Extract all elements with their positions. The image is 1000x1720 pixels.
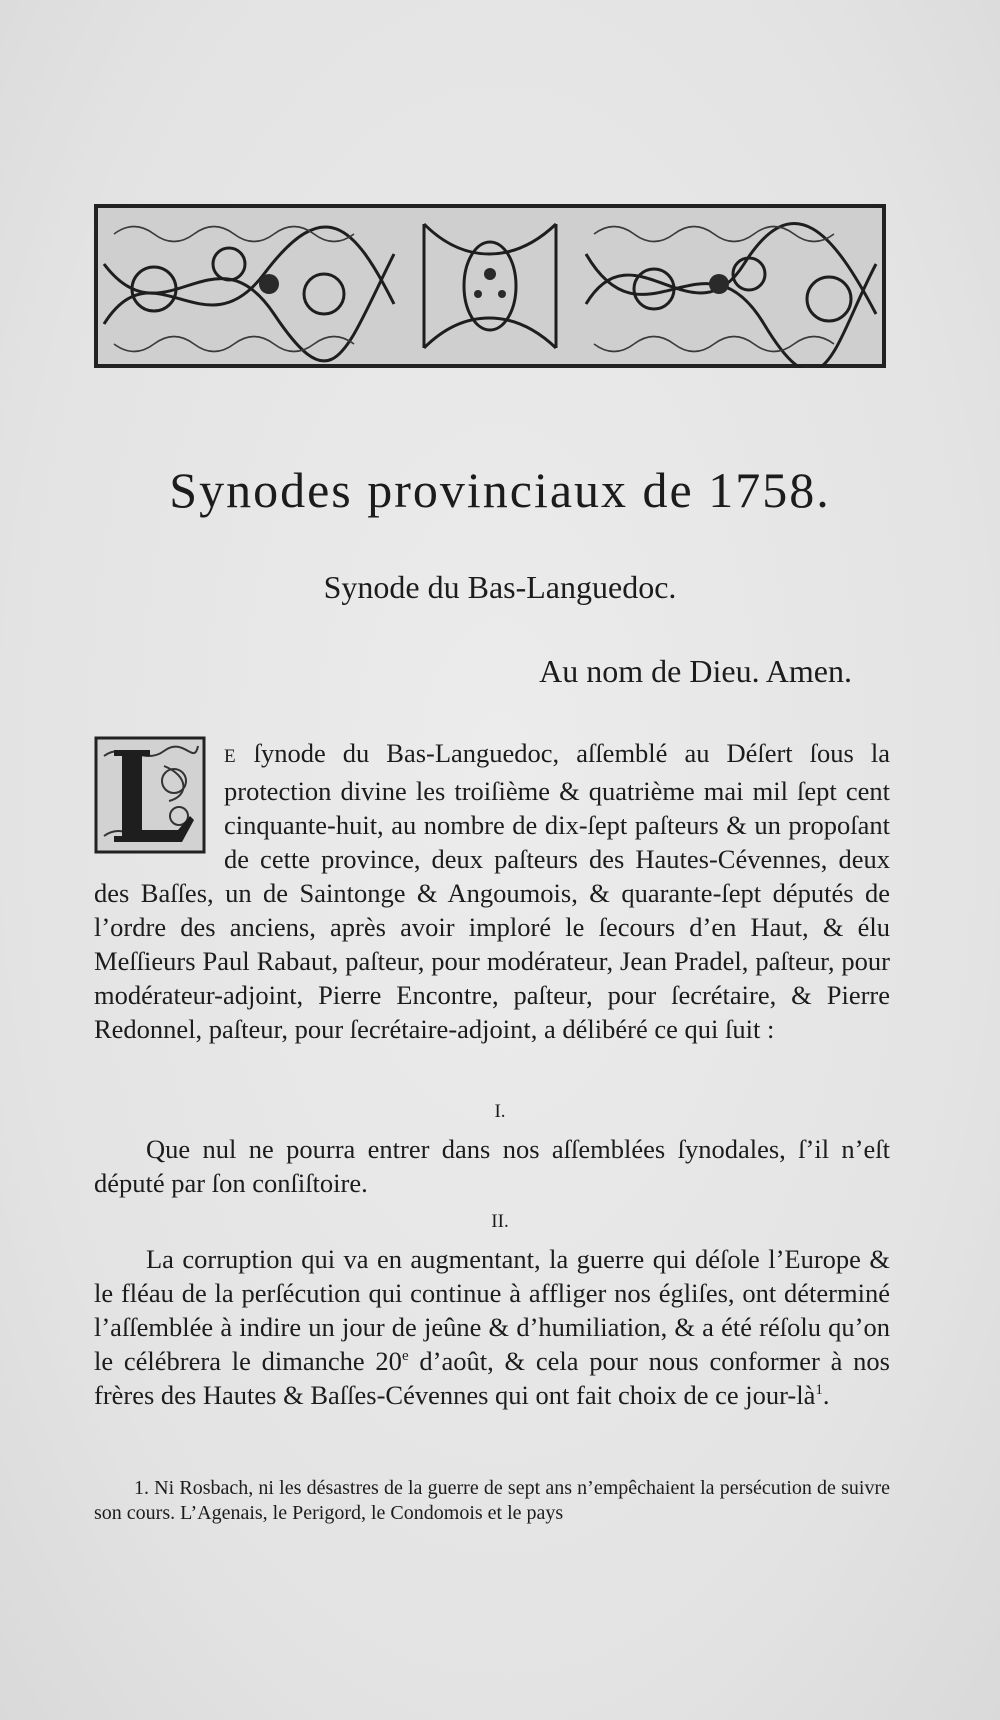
article-numeral-2: II. [491,1211,509,1232]
article-numeral-1: I. [494,1101,506,1122]
ordinal-superscript: e [401,1348,409,1365]
article-text-2 [94,1242,890,1412]
opening-paragraph [94,736,890,1046]
section-subtitle: Synode du Bas-Languedoc. [323,569,677,605]
page-title: Synodes provinciaux de 1758. [169,462,831,518]
article-text-1: Que nul ne pourra entrer dans nos aſſemblées ſynodales, ſ’il n’eſt député par ſon conſiſtoire. [94,1134,890,1198]
opening-text: ſynode du Bas-Languedoc, aſſemblé au Déſert ſous la protection divine les troiſième & quatrième mai mil ſept cent cinquante-huit, au nombre de dix-ſept paſteurs & un propoſant de cette province, deux paſteurs des Hautes-Cévennes, deux des Baſſes, un de Saintonge & Angoumois, & quarante-ſept députés de l’ordre des anciens, après avoir imploré le ſecours d’en Haut, & élu Meſſieurs Paul Rabaut, paſteur, pour modérateur, Jean Pradel, paſteur, pour modérateur-adjoint, Pierre Encontre, paſteur, pour ſecrétaire, & Pierre Redonnel, paſteur, pour ſecrétaire-adjoint, a délibéré ce qui ſuit : [94,738,890,1044]
article-2-end: . [822,1380,830,1410]
decorated-initial-l [94,736,216,856]
headpiece-ornament [94,204,886,368]
invocation-line: Au nom de Dieu. Amen. [539,653,852,689]
article-2-part-1: La corruption qui va en augmentant, la guerre qui déſole l’Europe & le fléau de la perſécution qui continue à affliger nos égliſes, ont déterminé l’aſſemblée à indire un jour de jeûne & d’humiliation, & a été réſolu qu’on le célébrera le dimanche 20 [94,1244,890,1376]
footnote-marker: 1. [134,1477,149,1499]
footnote [94,1476,890,1526]
initial-letter-rest: E [224,746,237,767]
article-2-part-2: d’août, & cela pour nous conformer à nos frères des Hautes & Baſſes-Cévennes qui ont fait choix de ce jour-là [94,1346,890,1410]
footnote-reference[interactable]: 1 [815,1382,823,1399]
footnote-text: Ni Rosbach, ni les désastres de la guerre de sept ans n’empêchaient la persécution de suivre son cours. L’Agenais, le Perigord, le Condomois et le pays [94,1477,890,1524]
